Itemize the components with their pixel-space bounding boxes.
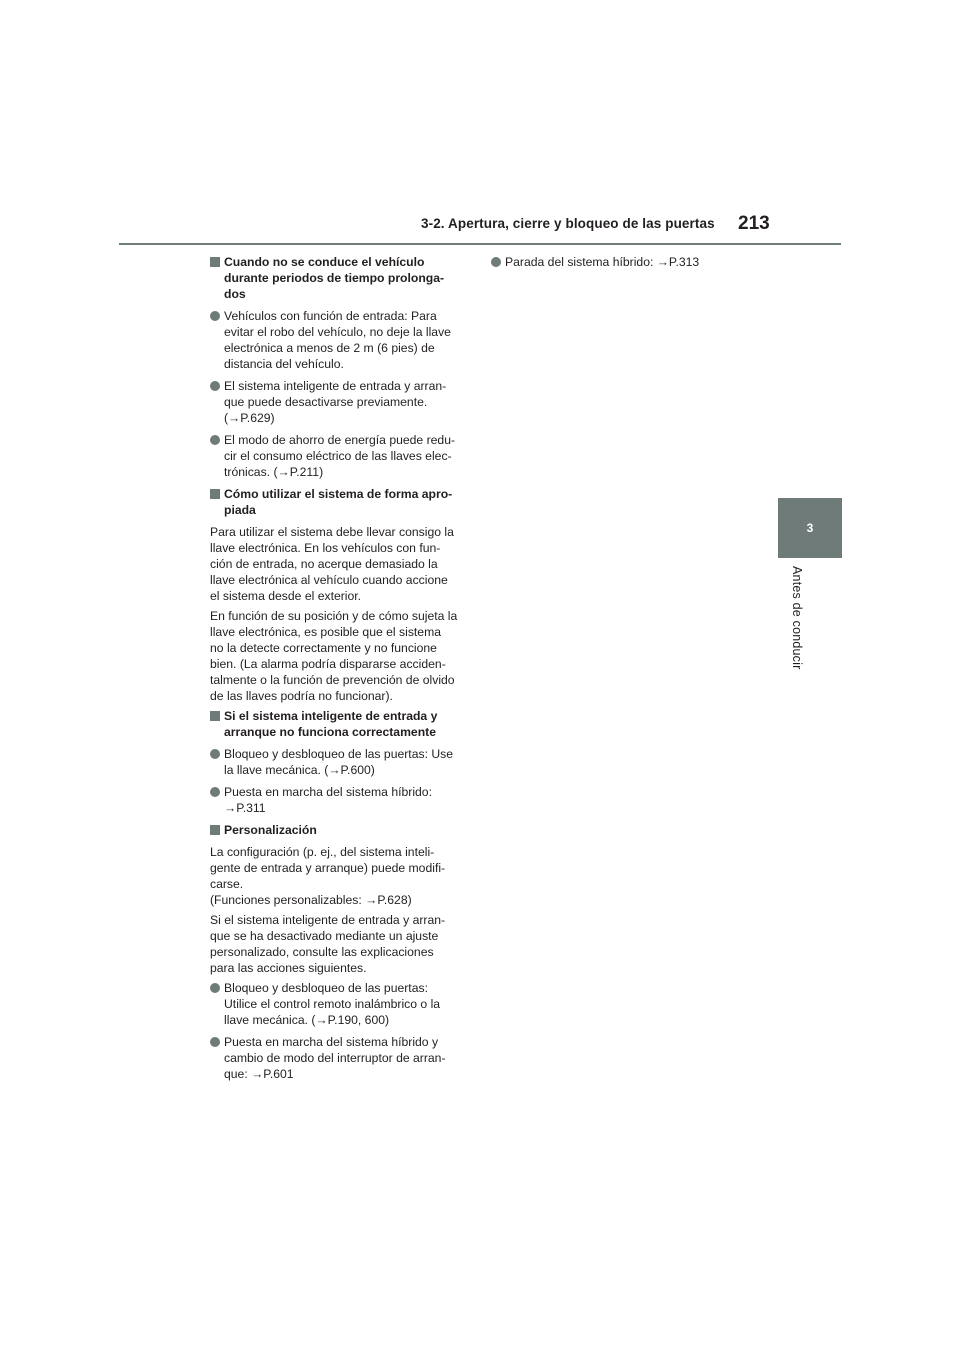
text-line: →P.311	[224, 801, 266, 815]
text-line: El modo de ahorro de energía puede redu-	[224, 433, 456, 447]
text-line: ción de entrada, no acerque demasiado la	[210, 557, 438, 571]
section-title: 3-2. Apertura, cierre y bloqueo de las puertas	[421, 216, 715, 231]
page-number: 213	[738, 213, 770, 234]
chapter-label: Antes de conducir	[790, 566, 804, 670]
section-heading	[210, 708, 466, 740]
text-line: personalizado, consulte las explicaciones	[210, 945, 434, 959]
bullet-item	[491, 254, 747, 270]
text-line: dos	[224, 287, 246, 301]
text-line: Utilice el control remoto inalámbrico o la	[224, 997, 441, 1011]
section-heading	[210, 486, 466, 518]
text-line: talmente o la función de prevención de olvido	[210, 673, 455, 687]
text-line: El sistema inteligente de entrada y arran-	[224, 379, 447, 393]
bullet-item	[210, 746, 466, 778]
text-line: llave electrónica, es posible que el sistema	[210, 625, 442, 639]
text-line: cambio de modo del interruptor de arran-	[224, 1051, 446, 1065]
text-line: Puesta en marcha del sistema híbrido y	[224, 1035, 439, 1049]
text-line: evitar el robo del vehículo, no deje la llave	[224, 325, 451, 339]
text-line: Cuando no se conduce el vehículo	[224, 255, 425, 269]
text-line: La configuración (p. ej., del sistema inteli-	[210, 845, 435, 859]
text-line: Si el sistema inteligente de entrada y arran-	[210, 913, 446, 927]
text-line: que puede desactivarse previamente.	[224, 395, 428, 409]
text-line: (→P.629)	[224, 411, 275, 425]
section-heading	[210, 822, 466, 838]
text-line: la llave mecánica. (→P.600)	[224, 763, 375, 777]
text-line: el sistema desde el exterior.	[210, 589, 362, 603]
text-line: cir el consumo eléctrico de las llaves elec-	[224, 449, 452, 463]
paragraph	[210, 844, 466, 908]
bullet-item	[210, 308, 466, 372]
text-line: de las llaves podría no funcionar).	[210, 689, 393, 703]
bullet-item	[210, 1034, 466, 1082]
text-line: gente de entrada y arranque) puede modifi-	[210, 861, 446, 875]
text-line: Personalización	[224, 823, 317, 837]
text-line: Bloqueo y desbloqueo de las puertas:	[224, 981, 428, 995]
text-line: distancia del vehículo.	[224, 357, 344, 371]
paragraph	[210, 912, 466, 976]
chapter-tab	[778, 498, 842, 558]
text-line: Puesta en marcha del sistema híbrido:	[224, 785, 432, 799]
text-line: En función de su posición y de cómo sujeta la	[210, 609, 458, 623]
text-line: (Funciones personalizables: →P.628)	[210, 893, 412, 907]
bullet-item	[210, 784, 466, 816]
text-line: Para utilizar el sistema debe llevar consigo la	[210, 525, 454, 539]
right-column	[491, 254, 747, 276]
text-line: arranque no funciona correctamente	[224, 725, 436, 739]
text-line: durante periodos de tiempo prolonga-	[224, 271, 445, 285]
text-line: que se ha desactivado mediante un ajuste	[210, 929, 439, 943]
header-divider	[119, 243, 841, 245]
text-line: no la detecte correctamente y no funcione	[210, 641, 437, 655]
paragraph	[210, 608, 466, 704]
bullet-item	[210, 378, 466, 426]
text-line: Cómo utilizar el sistema de forma apro-	[224, 487, 453, 501]
chapter-number: 3	[806, 521, 814, 535]
section-heading	[210, 254, 466, 302]
text-line: Si el sistema inteligente de entrada y	[224, 709, 438, 723]
bullet-item	[210, 980, 466, 1028]
text-line: para las acciones siguientes.	[210, 961, 367, 975]
text-line: llave electrónica al vehículo cuando accione	[210, 573, 448, 587]
text-line: Parada del sistema híbrido: →P.313	[505, 255, 700, 269]
bullet-item	[210, 432, 466, 480]
text-line: bien. (La alarma podría dispararse acciden-	[210, 657, 446, 671]
text-line: que: →P.601	[224, 1067, 294, 1081]
text-line: carse.	[210, 877, 244, 891]
text-line: llave electrónica. En los vehículos con fun-	[210, 541, 441, 555]
text-line: electrónica a menos de 2 m (6 pies) de	[224, 341, 435, 355]
left-column	[210, 254, 466, 1088]
text-line: trónicas. (→P.211)	[224, 465, 324, 479]
text-line: piada	[224, 503, 256, 517]
text-line: llave mecánica. (→P.190, 600)	[224, 1013, 390, 1027]
paragraph	[210, 524, 466, 604]
text-line: Bloqueo y desbloqueo de las puertas: Use	[224, 747, 454, 761]
text-line: Vehículos con función de entrada: Para	[224, 309, 437, 323]
